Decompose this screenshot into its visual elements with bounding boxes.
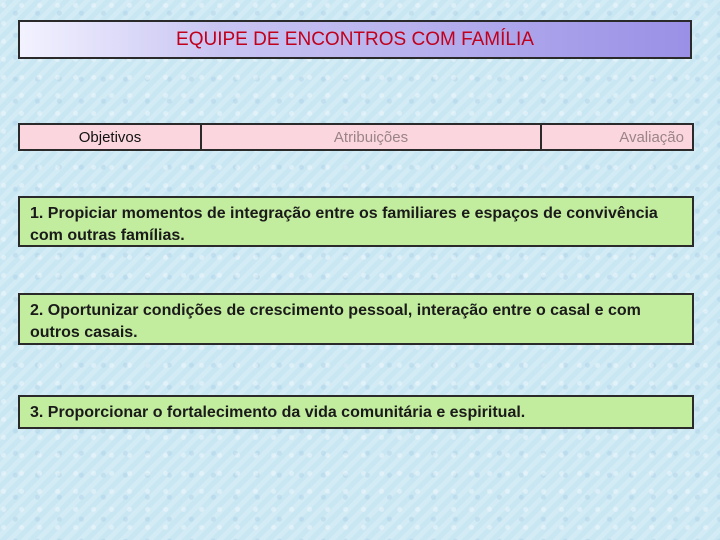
header-row (18, 123, 694, 151)
header-avaliacao: Avaliação (619, 128, 684, 146)
header-objetivos: Objetivos (20, 125, 202, 149)
objective-item-1: 1. Propiciar momentos de integração entre os familiares e espaços de convivência com outras famílias. (18, 196, 694, 247)
header-atribuicoes: Atribuições (202, 125, 542, 149)
title-banner (18, 20, 692, 59)
objective-item-3: 3. Proporcionar o fortalecimento da vida comunitária e espiritual. (18, 395, 694, 429)
objective-item-2: 2. Oportunizar condições de crescimento pessoal, interação entre o casal e com outros casais. (18, 293, 694, 345)
page-title: EQUIPE DE ENCONTROS COM FAMÍLIA (176, 28, 534, 50)
